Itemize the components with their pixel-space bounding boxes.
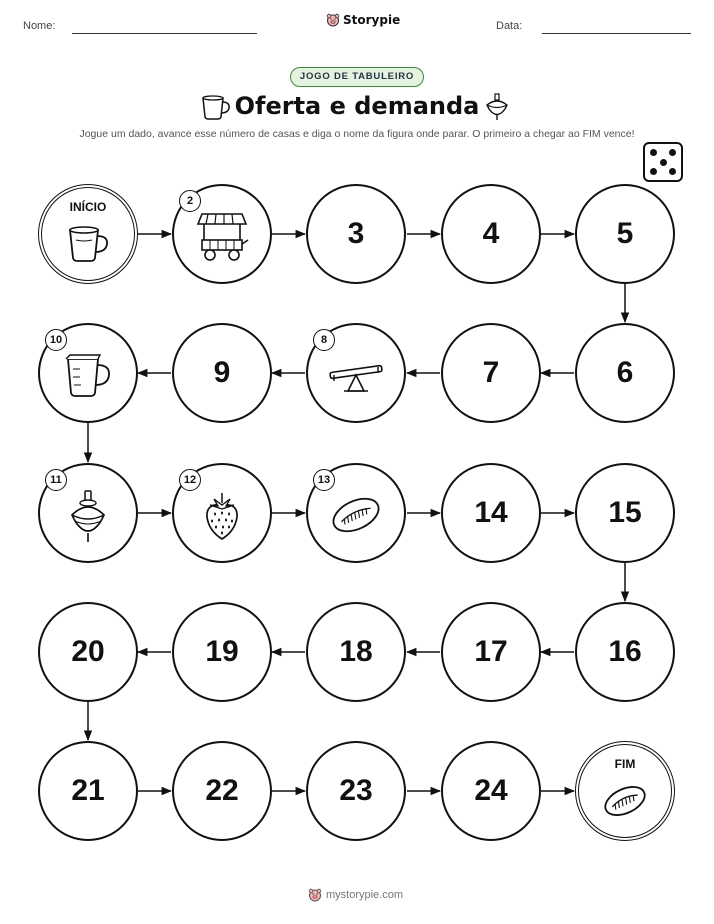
footer (308, 888, 403, 902)
board-cell-18 (306, 602, 406, 702)
cell-number-badge: 10 (45, 329, 67, 351)
cell-number: 21 (71, 774, 105, 807)
cell-number: 5 (616, 217, 634, 250)
cell-number: 7 (482, 356, 500, 389)
board-cell-5 (575, 184, 675, 284)
cell-number: 18 (339, 635, 373, 668)
cell-number: 23 (339, 774, 373, 807)
board-cell-11 (38, 463, 138, 563)
brand-name: Storypie (343, 13, 401, 27)
cell-number: 24 (474, 774, 508, 807)
board-cell-start (38, 184, 138, 284)
name-label: Nome: (23, 20, 56, 32)
board-cell-20 (38, 602, 138, 702)
game-type-tag: JOGO DE TABULEIRO (290, 67, 424, 87)
football-icon (600, 781, 650, 821)
start-label: INÍCIO (69, 200, 107, 214)
seesaw-icon (326, 361, 386, 395)
strawberry-icon (202, 491, 242, 541)
measuring-cup-icon (62, 353, 114, 399)
board-cell-4 (441, 184, 541, 284)
cell-number: 3 (347, 217, 365, 250)
board-cell-13 (306, 463, 406, 563)
board-cell-7 (441, 323, 541, 423)
pig-mascot-icon (308, 888, 322, 902)
instructions: Jogue um dado, avance esse número de casas e diga o nome da figura onde parar. O primeiro a chegar ao FIM vence! (79, 128, 635, 140)
board-cell-14 (441, 463, 541, 563)
cell-number: 22 (205, 774, 239, 807)
board-cell-24 (441, 741, 541, 841)
board-cell-6 (575, 323, 675, 423)
cell-number: 16 (608, 635, 642, 668)
cell-number-badge: 8 (313, 329, 335, 351)
board-cell-21 (38, 741, 138, 841)
date-label: Data: (496, 20, 523, 32)
football-icon (328, 493, 384, 537)
cell-number-badge: 11 (45, 469, 67, 491)
cell-number: 19 (205, 635, 239, 668)
board-cell-end (575, 741, 675, 841)
cell-number: 9 (213, 356, 231, 389)
cell-number-badge: 12 (179, 469, 201, 491)
cell-number-badge: 2 (179, 190, 201, 212)
board-cell-22 (172, 741, 272, 841)
board-cell-9 (172, 323, 272, 423)
board-cell-3 (306, 184, 406, 284)
board-cell-8 (306, 323, 406, 423)
cell-number: 6 (616, 356, 634, 389)
board-cell-15 (575, 463, 675, 563)
cell-number: 4 (482, 217, 500, 250)
board-cell-12 (172, 463, 272, 563)
page-title: Oferta e demanda (234, 92, 480, 120)
cell-number: 15 (608, 496, 642, 529)
footer-site: mystorypie.com (326, 889, 404, 901)
board-cell-19 (172, 602, 272, 702)
cup-icon (64, 224, 112, 264)
spinning-top-icon (68, 489, 108, 545)
cell-number: 14 (474, 496, 508, 529)
cell-number: 20 (71, 635, 105, 668)
cell-number: 17 (474, 635, 508, 668)
board-cell-2 (172, 184, 272, 284)
board-cell-16 (575, 602, 675, 702)
cell-number-badge: 13 (313, 469, 335, 491)
market-cart-icon (194, 210, 250, 262)
board-cell-10 (38, 323, 138, 423)
board-cell-23 (306, 741, 406, 841)
end-label: FIM (614, 757, 636, 771)
board-cell-17 (441, 602, 541, 702)
